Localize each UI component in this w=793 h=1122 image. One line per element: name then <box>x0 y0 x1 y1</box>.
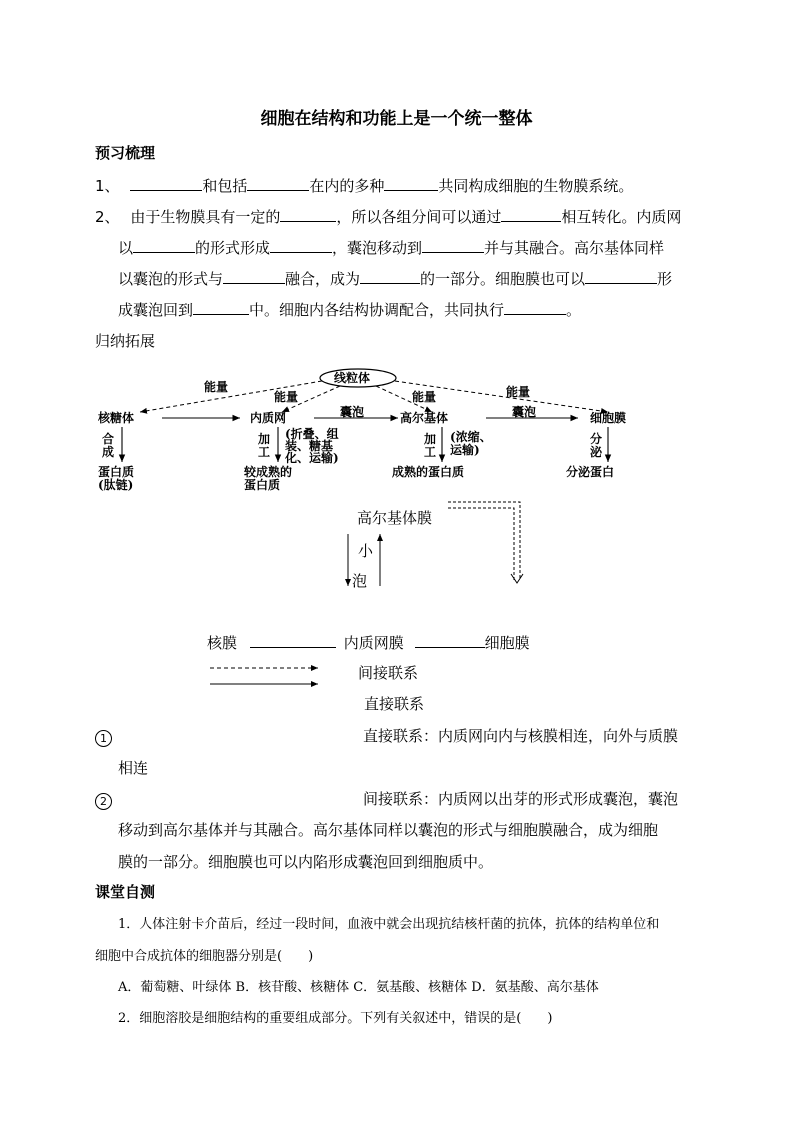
membrane-label: 细胞膜 <box>590 411 627 425</box>
secretion-label: 分 <box>590 432 603 446</box>
processing-label: 工 <box>258 445 271 459</box>
synthesis-label: 合 <box>102 432 115 446</box>
dashed-bracket-outer <box>448 502 520 580</box>
vesicle-label: 囊泡 <box>512 405 537 419</box>
processing-label: 工 <box>424 445 437 459</box>
direct-legend-label: 直接联系 <box>364 695 425 713</box>
connector-line <box>250 633 336 648</box>
question-text: 的形式形成 <box>195 239 271 257</box>
question-text: ，所以各组分间可以通过 <box>336 208 502 226</box>
small-vesicle-label: 小 <box>358 542 374 560</box>
note-indirect-line-2: 移动到高尔基体并与其融合。高尔基体同样以囊泡的形式与细胞膜融合，成为细胞 <box>118 821 659 839</box>
section-heading-test: 课堂自测 <box>95 883 156 901</box>
immature-protein-label: 较成熟的 <box>244 465 293 479</box>
test-question-2-line-1: 2．细胞溶胶是细胞结构的重要组成部分。下列有关叙述中，错误的是( ) <box>118 1011 553 1026</box>
question-text: 共同构成细胞的生物膜系统。 <box>438 177 634 195</box>
question-text: 在内的多种 <box>309 177 385 195</box>
er-processing-note: 化、运输) <box>285 451 339 465</box>
processing-label: 加 <box>258 432 271 446</box>
dashed-bracket-inner <box>448 508 514 580</box>
note-marker: 1 <box>95 727 112 747</box>
mature-protein-label: 成熟的蛋白质 <box>392 465 465 479</box>
question-number: 1、 <box>95 177 120 195</box>
mitochondrion-label: 线粒体 <box>334 371 371 385</box>
question-text: 和包括 <box>202 177 248 195</box>
processing-label: 加 <box>424 432 437 446</box>
golgi-processing-note: (浓缩、 <box>450 430 492 444</box>
er-processing-note: (折叠、组 <box>285 427 339 441</box>
section-heading-summary: 归纳拓展 <box>95 332 156 350</box>
protein-pathway-diagram <box>0 0 793 500</box>
question-text: 成囊泡回到 <box>118 301 194 319</box>
golgi-membrane-label: 高尔基体膜 <box>357 509 433 527</box>
cell-membrane-label: 细胞膜 <box>484 634 530 652</box>
energy-label: 能量 <box>204 380 229 394</box>
ribosome-label: 核糖体 <box>98 411 135 425</box>
note-marker: 2 <box>95 790 112 810</box>
golgi-processing-note: 运输) <box>450 443 480 457</box>
section-heading-preview: 预习梳理 <box>95 144 156 162</box>
note-indirect-line-1: 间接联系：内质网以出芽的形式形成囊泡，囊泡 <box>363 790 679 808</box>
question-text: 形 <box>657 270 673 288</box>
question-text: 由于生物膜具有一定的 <box>130 208 281 226</box>
question-text: 以囊泡的形式与 <box>118 270 224 288</box>
golgi-label: 高尔基体 <box>400 411 449 425</box>
nuclear-membrane-label: 核膜 <box>207 634 238 652</box>
protein-label: (肽链) <box>98 478 134 492</box>
connector-line <box>415 633 485 648</box>
er-processing-note: 装、糖基 <box>285 439 334 453</box>
synthesis-label: 成 <box>102 445 115 459</box>
secreted-protein-label: 分泌蛋白 <box>566 465 615 479</box>
indirect-legend-label: 间接联系 <box>358 664 419 682</box>
question-text: ，囊泡移动到 <box>332 239 423 257</box>
note-direct-line-2: 相连 <box>118 759 149 777</box>
test-question-1-line-1: 1．人体注射卡介苗后，经过一段时间，血液中就会出现抗结核杆菌的抗体，抗体的结构单位和 <box>118 917 660 932</box>
question-text: 并与其融合。高尔基体同样 <box>484 239 665 257</box>
question-text: 融合，成为 <box>285 270 361 288</box>
er-membrane-label: 内质网膜 <box>343 634 404 652</box>
vesicle-label: 囊泡 <box>340 405 365 419</box>
test-question-1-options: A．葡萄糖、叶绿体 B．核苷酸、核糖体 C．氨基酸、核糖体 D．氨基酸、高尔基体 <box>118 980 599 995</box>
er-label: 内质网 <box>250 411 287 425</box>
note-direct-line-1: 直接联系：内质网向内与核膜相连，向外与质膜 <box>363 727 679 745</box>
protein-label: 蛋白质 <box>98 465 135 479</box>
question-text: 相互转化。内质网 <box>561 208 682 226</box>
energy-label: 能量 <box>506 385 531 399</box>
test-question-1-line-2: 细胞中合成抗体的细胞器分别是( ) <box>95 949 314 964</box>
page-title: 细胞在结构和功能上是一个统一整体 <box>260 109 533 129</box>
question-text: 的一部分。细胞膜也可以 <box>420 270 586 288</box>
dashed-bracket-arrowhead <box>511 574 523 583</box>
secretion-label: 泌 <box>590 445 603 459</box>
energy-label: 能量 <box>274 390 299 404</box>
small-vesicle-label: 泡 <box>352 572 368 590</box>
energy-label: 能量 <box>412 390 437 404</box>
question-number: 2、 <box>95 208 120 226</box>
question-text: 中。细胞内各结构协调配合，共同执行 <box>249 301 505 319</box>
note-indirect-line-3: 膜的一部分。细胞膜也可以内陷形成囊泡回到细胞质中。 <box>118 853 494 871</box>
membrane-chain <box>207 632 530 653</box>
question-text: 以 <box>118 239 134 257</box>
question-text: 。 <box>566 301 582 319</box>
immature-protein-label: 蛋白质 <box>244 478 281 492</box>
